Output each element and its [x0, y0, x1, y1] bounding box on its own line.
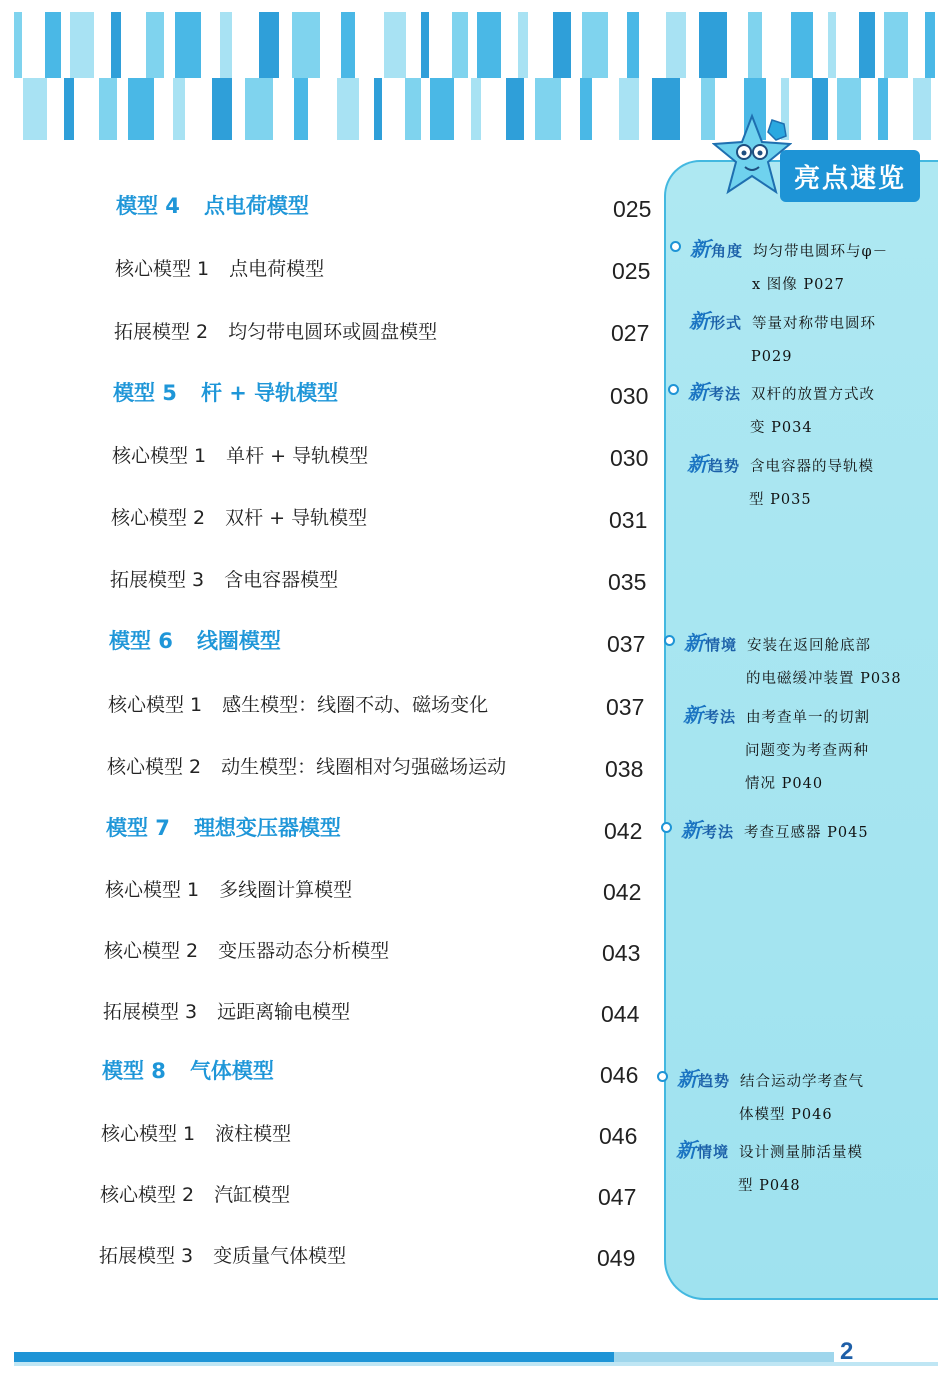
stripe [837, 78, 861, 140]
highlight-item[interactable]: 新考法 由考查单一的切割 问题变为考查两种 情况 P040 [683, 703, 871, 792]
toc-title: 变压器动态分析模型 [218, 940, 390, 962]
toc-title: 汽缸模型 [214, 1184, 291, 1206]
toc-item[interactable] [100, 1180, 290, 1207]
stripe [828, 12, 836, 78]
toc-page: 031 [609, 507, 648, 533]
highlight-text: 安装在返回舱底部 [747, 638, 872, 654]
toc-page: 035 [608, 569, 647, 595]
highlight-tag: 考法 [702, 823, 735, 841]
bottom-decorative-band [14, 1346, 938, 1368]
toc-label: 拓展模型 3 [99, 1245, 194, 1267]
toc-item[interactable] [115, 254, 324, 281]
stripe [748, 12, 762, 78]
highlights-panel-title: 亮点速览 [780, 150, 920, 202]
bullet-icon [664, 635, 675, 646]
highlight-text: 由考查单一的切割 [746, 710, 871, 726]
toc-label: 核心模型 1 [115, 258, 210, 280]
toc-title: 均匀带电圆环或圆盘模型 [228, 321, 438, 343]
stripe [884, 12, 908, 78]
toc-page: 038 [605, 756, 644, 782]
toc-chapter-8[interactable] [102, 1055, 274, 1085]
stripe [666, 12, 686, 78]
toc-item[interactable] [104, 936, 389, 963]
toc-label: 模型 4 [116, 194, 180, 218]
toc-page: 030 [610, 445, 649, 471]
toc-chapter-7[interactable] [106, 812, 341, 842]
toc-label: 核心模型 1 [108, 694, 203, 716]
toc-label: 核心模型 1 [112, 445, 207, 467]
toc-title: 点电荷模型 [203, 194, 309, 218]
toc-page: 027 [611, 320, 650, 346]
toc-title: 单杆 + 导轨模型 [226, 445, 369, 467]
highlight-item[interactable]: 新趋势 结合运动学考查气 体模型 P046 [677, 1063, 897, 1132]
toc-page: 037 [607, 631, 646, 657]
stripe [861, 78, 878, 140]
toc-title: 杆 + 导轨模型 [200, 381, 339, 405]
stripe [812, 78, 828, 140]
highlight-tag: 趋势 [698, 1072, 731, 1090]
highlight-tag: 考法 [709, 385, 742, 403]
stripe [836, 12, 859, 78]
toc-title: 液柱模型 [215, 1123, 292, 1145]
stripe [762, 12, 791, 78]
highlight-text: 情况 P040 [745, 776, 824, 792]
bullet-icon [657, 1071, 668, 1082]
toc-item[interactable] [108, 690, 488, 717]
stripe [813, 12, 828, 78]
stripe [935, 12, 938, 78]
toc-item[interactable] [112, 441, 368, 468]
highlight-item[interactable]: 新情境 设计测量肺活量模 型 P048 [676, 1138, 864, 1194]
highlight-item[interactable]: 新趋势 含电容器的导轨模 型 P035 [687, 452, 875, 508]
toc-page: 047 [598, 1184, 637, 1210]
toc-item[interactable] [101, 1119, 291, 1146]
toc-item[interactable] [107, 752, 506, 779]
toc-label: 模型 8 [102, 1059, 166, 1083]
stripe [925, 12, 935, 78]
stripe [859, 12, 875, 78]
toc-chapter-5[interactable] [113, 377, 338, 407]
highlight-text: 结合运动学考查气 [740, 1074, 865, 1090]
stripe [680, 78, 701, 140]
highlight-text: 含电容器的导轨模 [750, 459, 875, 475]
stripe [908, 12, 925, 78]
toc-title: 双杆 + 导轨模型 [225, 507, 368, 529]
toc-chapter-4[interactable] [116, 190, 309, 220]
highlight-text: 变 P034 [750, 420, 813, 436]
toc-page: 025 [612, 258, 651, 284]
highlight-text: 型 P048 [738, 1178, 801, 1194]
toc-title: 多线圈计算模型 [219, 879, 353, 901]
highlight-tag: 考法 [704, 708, 737, 726]
toc-item[interactable] [105, 875, 352, 902]
highlight-tag: 趋势 [708, 457, 741, 475]
toc-title: 理想变压器模型 [193, 816, 341, 840]
toc-title: 线圈模型 [196, 629, 281, 653]
toc-page: 037 [606, 694, 645, 720]
highlight-text: P029 [751, 349, 793, 365]
toc-title: 点电荷模型 [229, 258, 325, 280]
toc-title: 含电容器模型 [224, 569, 339, 591]
toc-label: 核心模型 2 [107, 756, 202, 778]
toc-chapter-6[interactable] [109, 625, 281, 655]
highlight-text: 问题变为考查两种 [745, 743, 869, 759]
stripe [686, 12, 699, 78]
toc-page: 042 [603, 879, 642, 905]
toc-label: 拓展模型 2 [114, 321, 209, 343]
highlight-text: 双杆的放置方式改 [751, 387, 876, 403]
toc-title: 气体模型 [189, 1059, 274, 1083]
stripe [931, 78, 938, 140]
toc-item[interactable] [103, 997, 350, 1024]
toc-label: 核心模型 2 [104, 940, 199, 962]
highlight-text: 均匀带电圆环与φ－ [753, 244, 889, 260]
toc-page: 049 [597, 1245, 636, 1271]
toc-label: 拓展模型 3 [110, 569, 205, 591]
toc-title: 感生模型：线圈不动、磁场变化 [222, 694, 489, 716]
toc-page: 046 [599, 1123, 638, 1149]
toc-label: 核心模型 1 [105, 879, 200, 901]
toc-page: 046 [600, 1062, 639, 1088]
stripe [913, 78, 931, 140]
toc-title: 变质量气体模型 [213, 1245, 347, 1267]
toc-page: 044 [601, 1001, 640, 1027]
toc-title: 远距离输电模型 [217, 1001, 351, 1023]
highlight-text: 型 P035 [749, 492, 812, 508]
stripe [828, 78, 837, 140]
toc-item[interactable] [111, 503, 367, 530]
highlight-item[interactable]: 新情境 安装在返回舱底部 的电磁缓冲装置 P038 [684, 627, 904, 696]
stripe [791, 12, 813, 78]
toc-label: 核心模型 2 [111, 507, 206, 529]
highlight-item[interactable]: 新形式 等量对称带电圆环 P029 [689, 309, 877, 365]
highlight-item[interactable]: 新考法 双杆的放置方式改 变 P034 [688, 376, 908, 445]
stripe [888, 78, 913, 140]
toc-label: 核心模型 2 [100, 1184, 195, 1206]
highlight-item[interactable]: 新角度 均匀带电圆环与φ－ x 图像 P027 [690, 233, 910, 302]
stripe [699, 12, 727, 78]
highlight-tag: 情境 [697, 1143, 730, 1161]
stripe [789, 78, 812, 140]
highlight-text: x 图像 P027 [752, 277, 845, 293]
toc-label: 模型 6 [109, 629, 173, 653]
toc-page: 042 [604, 818, 643, 844]
stripe [727, 12, 748, 78]
stripe [878, 78, 888, 140]
toc-label: 模型 7 [106, 816, 170, 840]
highlight-text: 的电磁缓冲装置 P038 [746, 671, 902, 687]
highlight-tag: 角度 [711, 242, 744, 260]
highlight-text: 考查互感器 P045 [744, 825, 869, 841]
toc-item[interactable] [114, 317, 437, 344]
toc-item[interactable] [110, 565, 338, 592]
bullet-icon [670, 241, 681, 252]
highlight-item[interactable]: 新考法 考查互感器 P045 [681, 814, 901, 850]
toc-page: 043 [602, 940, 641, 966]
toc-item[interactable] [99, 1241, 346, 1268]
highlight-text: 等量对称带电圆环 [752, 316, 877, 332]
toc-label: 模型 5 [113, 381, 177, 405]
toc-page: 030 [610, 383, 649, 409]
toc-title: 动生模型：线圈相对匀强磁场运动 [221, 756, 507, 778]
toc-label: 核心模型 1 [101, 1123, 196, 1145]
toc-page: 025 [613, 196, 652, 222]
highlight-text: 体模型 P046 [739, 1107, 833, 1123]
bullet-icon [668, 384, 679, 395]
page-number: 2 [840, 1338, 854, 1365]
toc-label: 拓展模型 3 [103, 1001, 198, 1023]
highlight-text: 设计测量肺活量模 [739, 1145, 864, 1161]
bullet-icon [661, 822, 672, 833]
highlight-tag: 形式 [710, 314, 743, 332]
highlight-tag: 情境 [705, 636, 738, 654]
stripe [875, 12, 884, 78]
